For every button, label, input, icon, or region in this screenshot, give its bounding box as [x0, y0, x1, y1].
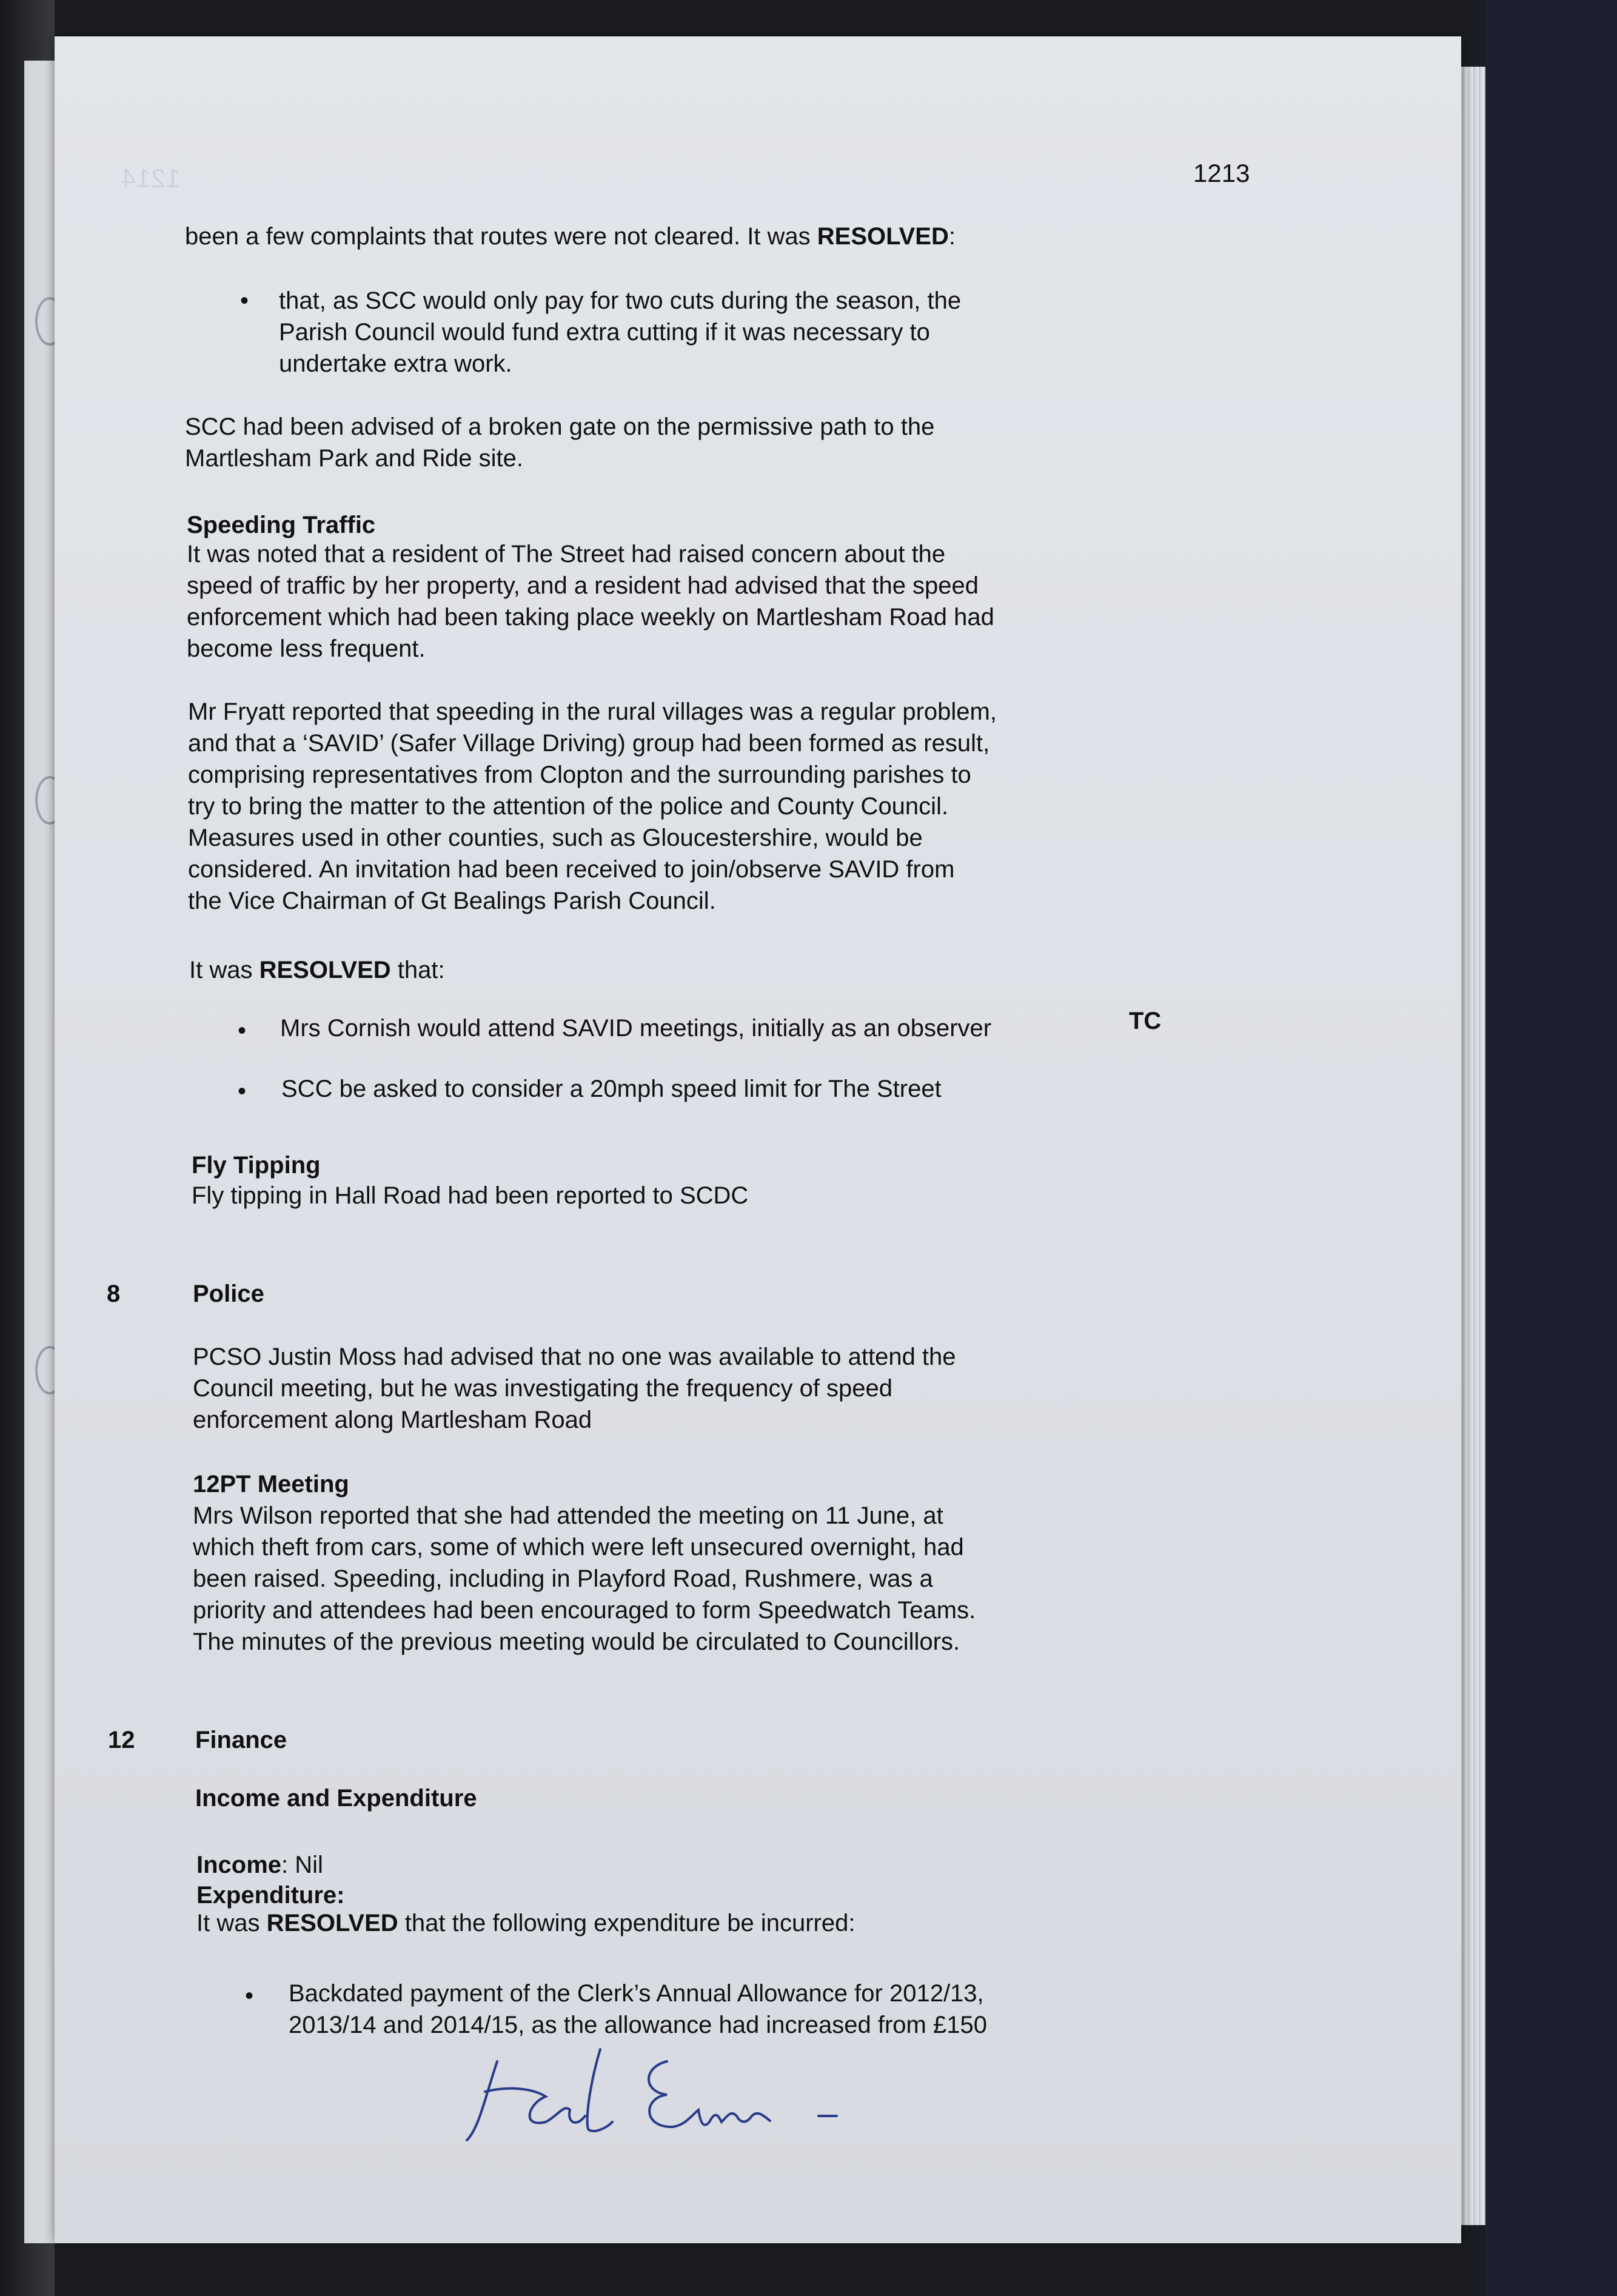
- speeding-paragraph-line: enforcement which had been taking place weekly on Martlesham Road had: [187, 604, 994, 631]
- allowance-bullet-line: 2013/14 and 2014/15, as the allowance had increased from £150: [289, 2012, 987, 2038]
- finance-heading: Finance: [195, 1727, 287, 1753]
- binder-cover: [1485, 0, 1617, 2296]
- savid-paragraph-line: Measures used in other counties, such as Gloucestershire, would be: [188, 825, 923, 851]
- twelve-pt-paragraph-line: The minutes of the previous meeting would be circulated to Councillors.: [193, 1628, 960, 1655]
- fly-tipping-heading: Fly Tipping: [192, 1152, 321, 1179]
- police-paragraph-line: PCSO Justin Moss had advised that no one was available to attend the: [193, 1344, 956, 1370]
- item-number: 12: [108, 1727, 135, 1753]
- routes-paragraph: been a few complaints that routes were not cleared. It was RESOLVED:: [185, 223, 956, 250]
- gate-paragraph-line: SCC had been advised of a broken gate on the permissive path to the: [185, 413, 935, 440]
- speeding-paragraph-line: speed of traffic by her property, and a resident had advised that the speed: [187, 572, 979, 599]
- bullet-marker: •: [238, 1078, 247, 1105]
- savid-bullet: Mrs Cornish would attend SAVID meetings, initially as an observer: [280, 1015, 992, 1042]
- show-through-page-number: 1214: [121, 164, 181, 193]
- savid-paragraph-line: the Vice Chairman of Gt Bealings Parish Council.: [188, 888, 716, 914]
- twelve-pt-paragraph-line: Mrs Wilson reported that she had attended the meeting on 11 June, at: [193, 1502, 943, 1529]
- savid-paragraph-line: comprising representatives from Clopton and the surrounding parishes to: [188, 761, 971, 788]
- savid-paragraph-line: and that a ‘SAVID’ (Safer Village Driving) group had been formed as result,: [188, 730, 990, 757]
- bullet-marker: •: [240, 287, 249, 314]
- cuts-bullet-line: Parish Council would fund extra cutting if it was necessary to: [279, 319, 930, 346]
- twelve-pt-paragraph-line: which theft from cars, some of which were left unsecured overnight, had: [193, 1534, 964, 1561]
- speeding-paragraph-line: It was noted that a resident of The Street had raised concern about the: [187, 541, 946, 567]
- item-number: 8: [107, 1280, 121, 1307]
- savid-paragraph-line: considered. An invitation had been received to join/observe SAVID from: [188, 856, 955, 883]
- police-paragraph-line: enforcement along Martlesham Road: [193, 1407, 592, 1433]
- speeding-resolution: It was RESOLVED that:: [189, 957, 445, 983]
- bullet-marker: •: [245, 1983, 254, 2009]
- cuts-bullet-line: that, as SCC would only pay for two cuts during the season, the: [279, 287, 962, 314]
- twelve-pt-paragraph-line: priority and attendees had been encouraged to form Speedwatch Teams.: [193, 1597, 976, 1624]
- twelve-pt-paragraph-line: been raised. Speeding, including in Playford Road, Rushmere, was a: [193, 1565, 933, 1592]
- bullet-marker: •: [238, 1017, 247, 1044]
- expenditure-label: Expenditure:: [196, 1882, 345, 1909]
- expenditure-resolution: It was RESOLVED that the following expenditure be incurred:: [196, 1910, 855, 1936]
- speeding-heading: Speeding Traffic: [187, 512, 376, 538]
- twelve-pt-heading: 12PT Meeting: [193, 1471, 349, 1498]
- page-number: 1213: [1193, 159, 1250, 187]
- allowance-bullet-line: Backdated payment of the Clerk’s Annual Allowance for 2012/13,: [289, 1980, 984, 2007]
- action-initials: TC: [1129, 1008, 1162, 1034]
- income-line: Income: Nil: [196, 1852, 323, 1878]
- cuts-bullet-line: undertake extra work.: [279, 350, 512, 377]
- gate-paragraph-line: Martlesham Park and Ride site.: [185, 445, 524, 472]
- speed-limit-bullet: SCC be asked to consider a 20mph speed limit for The Street: [281, 1076, 942, 1102]
- speeding-paragraph-line: become less frequent.: [187, 635, 426, 662]
- savid-paragraph-line: try to bring the matter to the attention of the police and County Council.: [188, 793, 949, 820]
- police-heading: Police: [193, 1280, 264, 1307]
- income-expenditure-heading: Income and Expenditure: [195, 1785, 477, 1812]
- fly-tipping-text: Fly tipping in Hall Road had been reported to SCDC: [192, 1182, 749, 1209]
- police-paragraph-line: Council meeting, but he was investigating the frequency of speed: [193, 1375, 893, 1402]
- signature: [461, 2025, 994, 2146]
- savid-paragraph-line: Mr Fryatt reported that speeding in the rural villages was a regular problem,: [188, 698, 997, 725]
